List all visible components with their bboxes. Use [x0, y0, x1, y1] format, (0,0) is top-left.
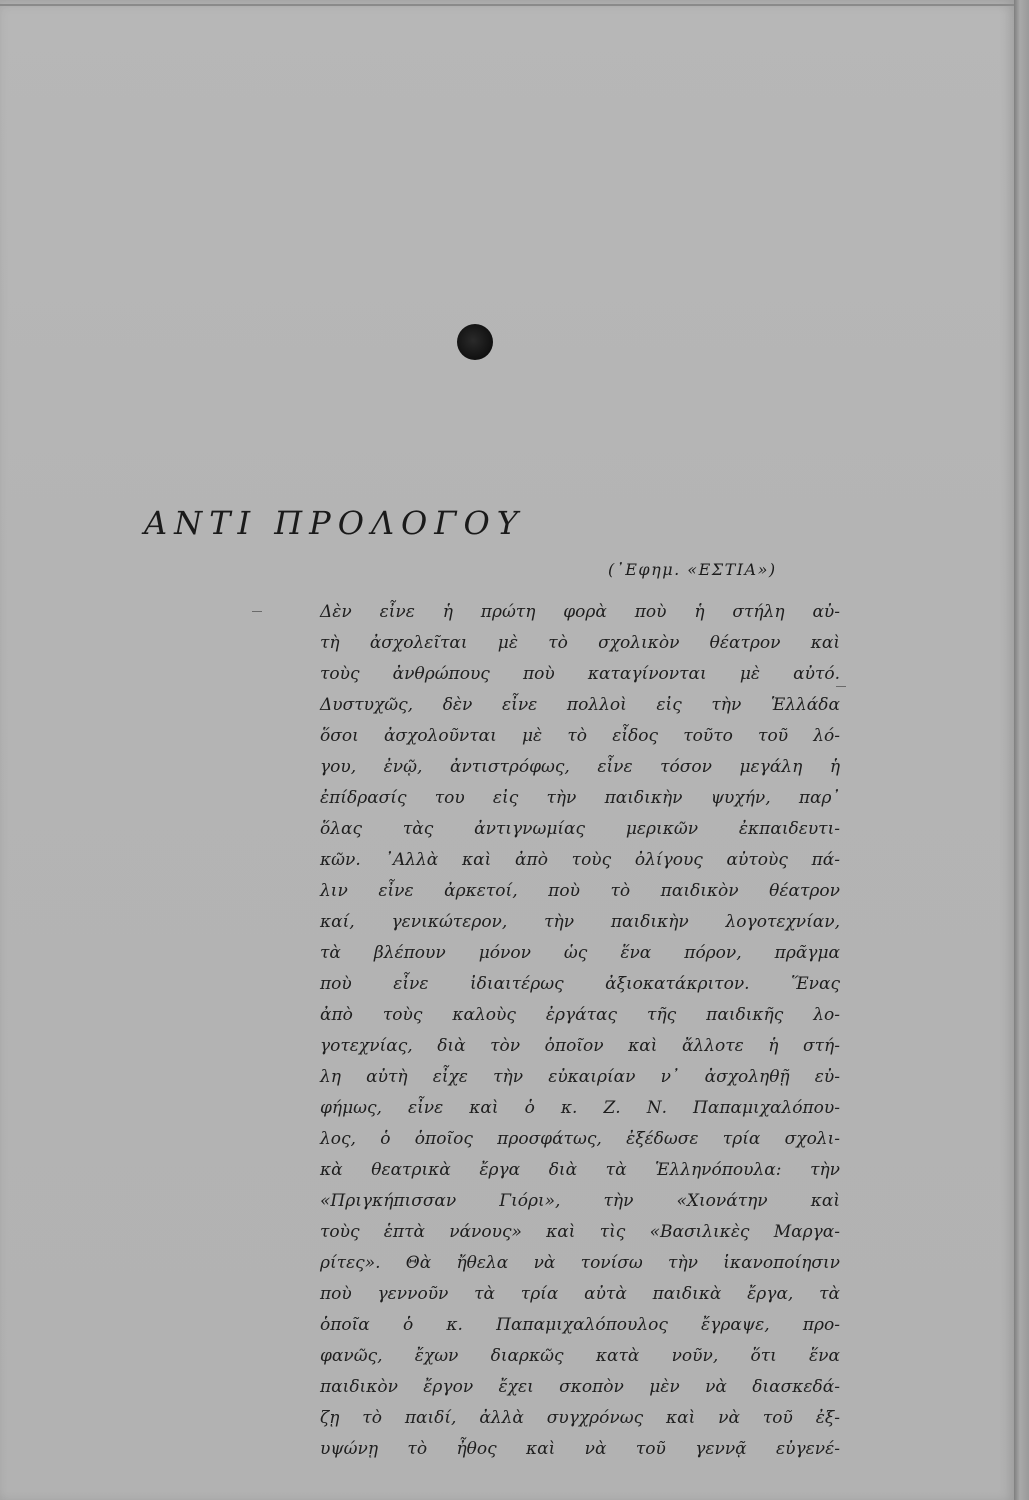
margin-mark [252, 611, 262, 612]
text-line: ὅλας τὰς ἀντιγνωμίας μερικῶν ἐκπαιδευτι- [320, 819, 840, 839]
text-line: φανῶς, ἔχων διαρκῶς κατὰ νοῦν, ὅτι ἕνα [320, 1346, 840, 1366]
text-line: τοὺς ἑπτὰ νάνους» καὶ τὶς «Βασιλικὲς Μαργα- [320, 1222, 840, 1242]
page-top-rule [0, 4, 1014, 6]
text-line: κῶν. ᾿Αλλὰ καὶ ἀπὸ τοὺς ὀλίγους αὐτοὺς πά- [320, 850, 840, 870]
source-citation: (᾿Εφημ. «ΕΣΤΙΑ») [608, 560, 777, 579]
text-line: ὅσοι ἀσχολοῦνται μὲ τὸ εἶδος τοῦτο τοῦ λό- [320, 726, 840, 746]
text-line: ποὺ γεννοῦν τὰ τρία αὐτὰ παιδικὰ ἔργα, τὰ [320, 1284, 840, 1304]
body-paragraph [320, 597, 840, 1465]
text-line: λος, ὁ ὁποῖος προσφάτως, ἐξέδωσε τρία σχολι- [320, 1129, 840, 1149]
text-line: λη αὐτὴ εἶχε τὴν εὐκαιρίαν ν᾿ ἀσχοληθῇ εὐ- [320, 1067, 840, 1087]
text-line: Δὲν εἶνε ἡ πρώτη φορὰ ποὺ ἡ στήλη αὐ- [320, 602, 840, 622]
text-line: φήμως, εἶνε καὶ ὁ κ. Ζ. Ν. Παπαμιχαλόπου- [320, 1098, 840, 1118]
text-line: υψώνῃ τὸ ἦθος καὶ νὰ τοῦ γεννᾷ εὐγενέ- [320, 1439, 840, 1459]
text-line: ἐπίδρασίς του εἰς τὴν παιδικὴν ψυχήν, παρ᾿ [320, 788, 840, 808]
binding-hole [457, 324, 493, 360]
text-line: τοὺς ἀνθρώπους ποὺ καταγίνονται μὲ αὐτό. [320, 664, 840, 684]
text-line: «Πριγκήπισσαν Γιόρι», τὴν «Χιονάτην καὶ [320, 1191, 840, 1211]
text-line: κὰ θεατρικὰ ἔργα διὰ τὰ Ἑλληνόπουλα: τὴν [320, 1160, 840, 1180]
text-line: ὁποῖα ὁ κ. Παπαμιχαλόπουλος ἔγραψε, προ- [320, 1315, 840, 1335]
text-line: παιδικὸν ἔργον ἔχει σκοπὸν μὲν νὰ διασκεδά- [320, 1377, 840, 1397]
text-line: ποὺ εἶνε ἰδιαιτέρως ἀξιοκατάκριτον. Ἕνας [320, 974, 840, 994]
text-line: τὰ βλέπουν μόνον ὡς ἕνα πόρον, πρᾶγμα [320, 943, 840, 963]
text-line: τὴ ἀσχολεῖται μὲ τὸ σχολικὸν θέατρον καὶ [320, 633, 840, 653]
page-edge [1014, 0, 1029, 1500]
text-line: γοτεχνίας, διὰ τὸν ὁποῖον καὶ ἄλλοτε ἡ στή- [320, 1036, 840, 1056]
text-line: καί, γενικώτερον, τὴν παιδικὴν λογοτεχνίαν, [320, 912, 840, 932]
text-line: ζῃ τὸ παιδί, ἀλλὰ συγχρόνως καὶ νὰ τοῦ ἐξ- [320, 1408, 840, 1428]
text-line: γου, ἐνῷ, ἀντιστρόφως, εἶνε τόσον μεγάλη ἡ [320, 757, 840, 777]
text-line: Δυστυχῶς, δὲν εἶνε πολλοὶ εἰς τὴν Ἑλλάδα [320, 695, 840, 715]
text-line: ἀπὸ τοὺς καλοὺς ἐργάτας τῆς παιδικῆς λο- [320, 1005, 840, 1025]
text-line: λιν εἶνε ἀρκετοί, ποὺ τὸ παιδικὸν θέατρον [320, 881, 840, 901]
text-line: ρίτες». Θὰ ἤθελα νὰ τονίσω τὴν ἱκανοποίησιν [320, 1253, 840, 1273]
section-heading: ΑΝΤΙ ΠΡΟΛΟΓΟΥ [144, 504, 525, 542]
